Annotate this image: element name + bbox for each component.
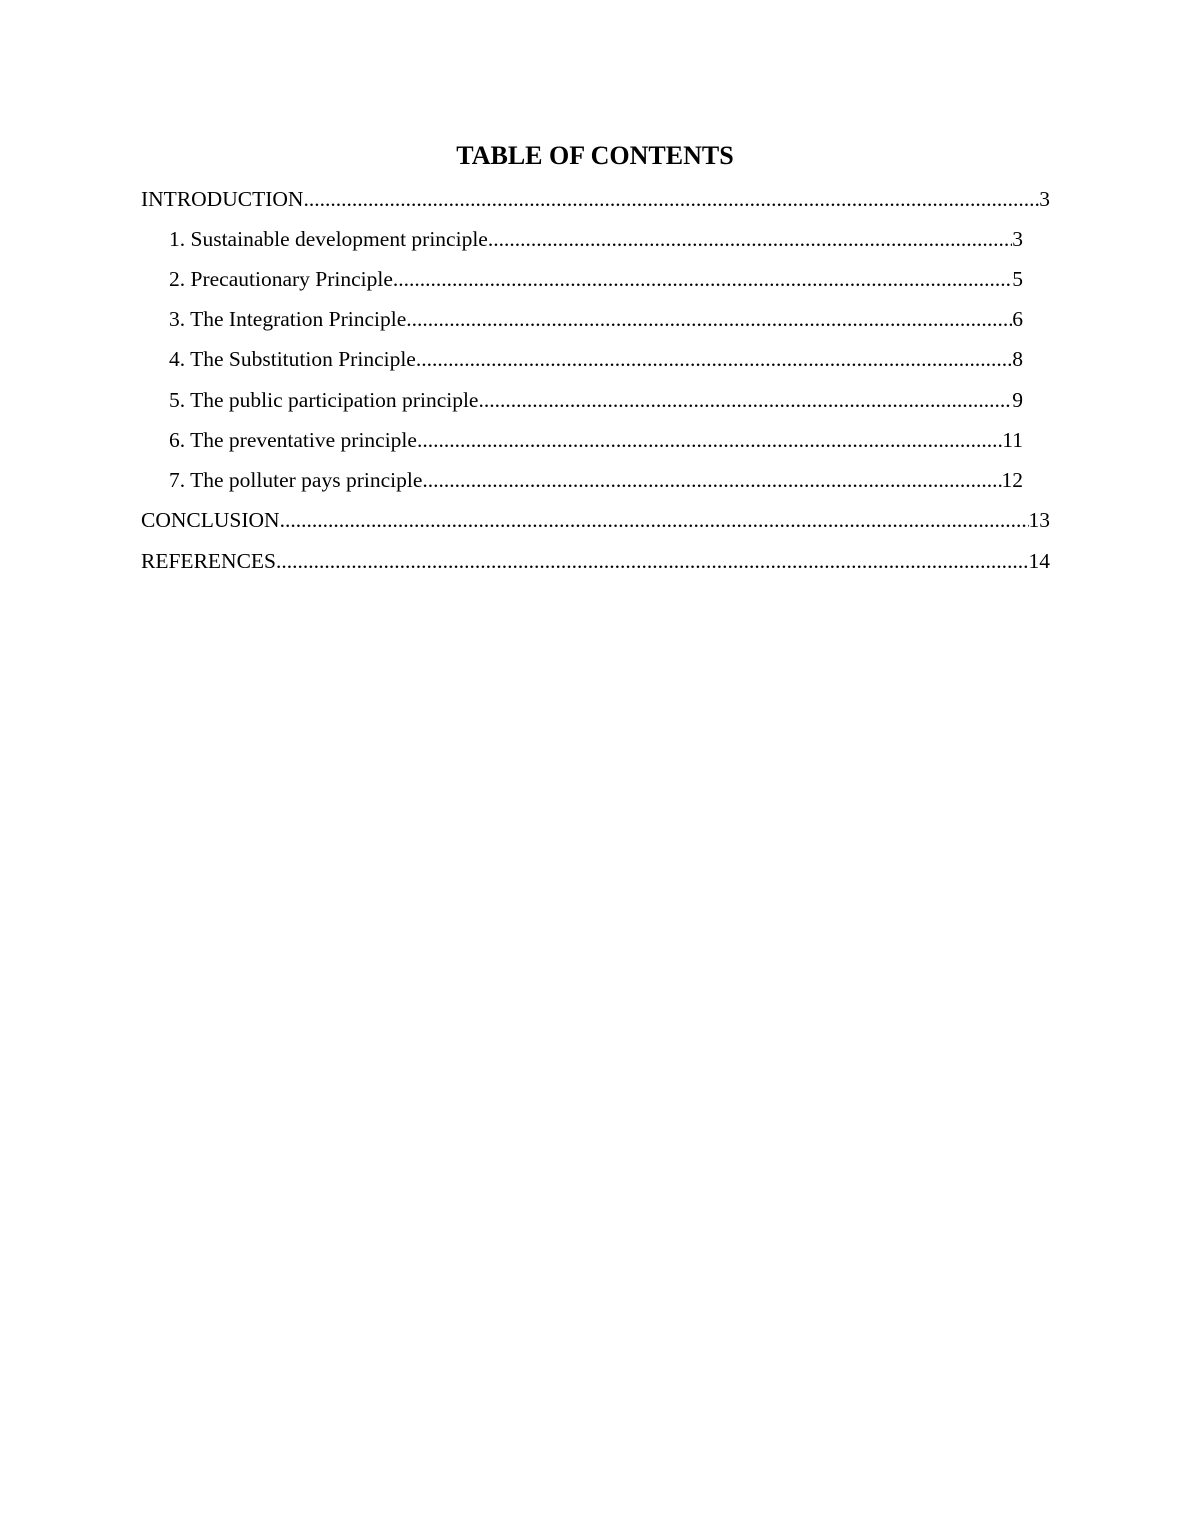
toc-dot-leader xyxy=(488,225,1012,253)
toc-entry-label: 7. The polluter pays principle xyxy=(169,468,423,492)
page-title: TABLE OF CONTENTS xyxy=(456,141,734,170)
toc-dot-leader xyxy=(406,305,1012,333)
toc-dot-leader xyxy=(393,265,1012,293)
toc-entry-label: 6. The preventative principle xyxy=(169,428,417,452)
toc-page-number: 13 xyxy=(1028,508,1050,532)
toc-page-number: 6 xyxy=(1012,307,1023,331)
toc-entry-sustainable-development[interactable] xyxy=(169,225,1023,253)
toc-entry-references[interactable] xyxy=(141,547,1050,575)
toc-dot-leader xyxy=(416,345,1012,373)
toc-dot-leader xyxy=(276,547,1029,575)
toc-entry-label: 2. Precautionary Principle xyxy=(169,267,393,291)
toc-entry-label: 1. Sustainable development principle xyxy=(169,227,488,251)
toc-entry-label: 4. The Substitution Principle xyxy=(169,347,416,371)
toc-entry-label: CONCLUSION xyxy=(141,508,280,532)
toc-dot-leader xyxy=(417,426,1002,454)
toc-page-number: 11 xyxy=(1002,428,1023,452)
toc-entry-label: 5. The public participation principle xyxy=(169,388,479,412)
toc-entry-public-participation[interactable] xyxy=(169,386,1023,414)
toc-dot-leader xyxy=(478,386,1012,414)
toc-entry-label: REFERENCES xyxy=(141,549,276,573)
toc-dot-leader xyxy=(422,466,1001,494)
toc-page-number: 5 xyxy=(1012,267,1023,291)
toc-entry-label: 3. The Integration Principle xyxy=(169,307,407,331)
toc-entry-polluter-pays[interactable] xyxy=(169,466,1023,494)
toc-entry-label: INTRODUCTION xyxy=(141,187,304,211)
toc-entry-substitution[interactable] xyxy=(169,345,1023,373)
toc-entry-precautionary[interactable] xyxy=(169,265,1023,293)
toc-page-number: 14 xyxy=(1028,549,1050,573)
toc-entry-introduction[interactable] xyxy=(141,185,1050,213)
toc-entry-preventative[interactable] xyxy=(169,426,1023,454)
toc-page-number: 3 xyxy=(1012,227,1023,251)
toc-entry-conclusion[interactable] xyxy=(141,506,1050,534)
toc-page-number: 9 xyxy=(1012,388,1023,412)
toc-dot-leader xyxy=(303,185,1039,213)
toc-dot-leader xyxy=(280,506,1029,534)
toc-page-number: 3 xyxy=(1039,187,1050,211)
toc-page-number: 8 xyxy=(1012,347,1023,371)
toc-entry-integration[interactable] xyxy=(169,305,1023,333)
toc-page-number: 12 xyxy=(1001,468,1023,492)
